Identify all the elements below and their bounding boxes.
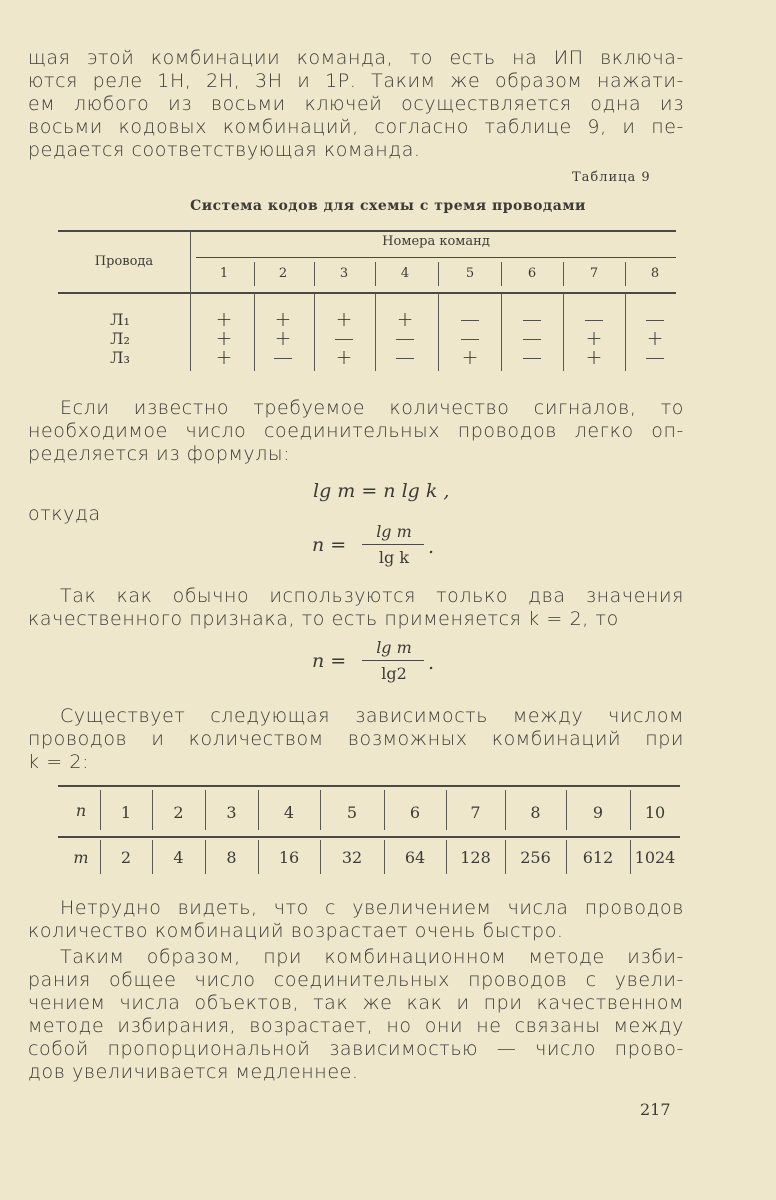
text-line: ем любого из восьми ключей осуществляется одна из [28,93,684,115]
wire-label: Л₃ [110,348,130,367]
text-line: Существует следующая зависимость между числом [60,705,684,727]
text-line: Таким образом, при комбинационном методе изби- [60,946,684,968]
command-number: 7 [589,266,599,281]
n-value: 7 [470,803,481,822]
m-value: 256 [520,848,551,867]
m-value: 32 [341,848,363,867]
f2-denominator: lg k [378,548,410,567]
command-number: 5 [465,266,475,281]
f3-lhs: n = [312,650,347,672]
wire-label: Л₂ [110,329,130,348]
n-value: 3 [226,803,237,822]
f3-fraction-bar [362,660,424,661]
m-value: 1024 [634,848,676,867]
n-value: 8 [530,803,541,822]
sign-cell: + [335,345,353,369]
sign-cell: — [460,307,480,331]
column-divider [563,262,564,286]
column-divider [438,262,439,286]
text-line: щая этой комбинации команда, то есть на ИП включа- [28,47,684,69]
group-header-commands: Номера команд [382,234,490,249]
sign-cell: — [460,326,480,350]
sign-cell: + [585,326,603,350]
f3-period: . [428,652,435,674]
column-divider [254,262,255,286]
sign-cell: + [274,326,292,350]
sign-cell: + [585,345,603,369]
sign-cell: + [461,345,479,369]
text-line: Если известно требуемое количество сигналов, то [60,397,684,419]
m-value: 8 [226,848,237,867]
otkuda-text: откуда [28,503,101,525]
text-line: дов увеличивается медленнее. [28,1061,359,1083]
sign-cell: + [215,326,233,350]
column-divider [314,262,315,286]
f2-fraction-bar [362,544,424,545]
text-line: методе избирания, возрастает, но они не связаны между [28,1015,684,1037]
table-title: Система кодов для схемы с тремя проводами [190,198,586,214]
command-number: 2 [278,266,288,281]
formula-1: lg m = n lg k , [313,480,450,502]
n-value: 10 [644,803,666,822]
n-value: 9 [592,803,604,822]
text-line: рания общее число соединительных проводов с увели- [28,969,684,991]
sign-cell: + [396,307,414,331]
m-value: 4 [173,848,184,867]
f2-lhs: n = [312,534,347,556]
command-number: 3 [339,266,349,281]
column-divider [501,262,502,286]
text-line: Нетрудно видеть, что с увеличением числа проводов [60,897,684,919]
sign-cell: — [522,307,542,331]
m-value: 64 [404,848,426,867]
sign-cell: — [334,326,354,350]
command-number: 6 [527,266,537,281]
n-value: 4 [283,803,295,822]
f2-numerator: lg m [376,522,412,541]
sign-cell: + [274,307,292,331]
column-divider [501,293,502,371]
sign-cell: — [522,345,542,369]
n-value: 6 [409,803,421,822]
sign-cell: — [645,345,665,369]
f3-numerator: lg m [376,638,412,657]
f3-denominator: lg2 [381,664,407,683]
n-label: n [75,801,87,820]
sign-cell: — [522,326,542,350]
f2-period: . [428,536,435,558]
text-line: восьми кодовых комбинаций, согласно таблице 9, и пе- [28,116,684,138]
text-line: k = 2: [28,751,90,773]
col-header-wires: Провода [94,254,154,269]
m-value: 2 [120,848,132,867]
m-label: m [73,848,89,867]
text-line: собой пропорциональной зависимостью — число прово- [28,1038,684,1060]
m-value: 128 [460,848,491,867]
m-value: 16 [278,848,300,867]
text-line: Так как обычно используются только два значения [60,585,684,607]
command-number: 8 [650,266,660,281]
sign-cell: — [584,307,604,331]
column-divider [254,293,255,371]
sign-cell: + [335,307,353,331]
sign-cell: + [215,307,233,331]
sign-cell: + [215,345,233,369]
sign-cell: — [645,307,665,331]
n-value: 1 [120,803,132,822]
command-number: 1 [219,266,229,281]
column-divider [563,293,564,371]
text-line: редается соответствующая команда. [28,139,421,161]
text-line: качественного признака, то есть применяется k = 2, то [28,608,619,630]
column-divider [375,293,376,371]
command-number: 4 [400,266,410,281]
text-line: количество комбинаций возрастает очень быстро. [28,920,564,942]
column-divider [438,293,439,371]
sign-cell: — [395,345,415,369]
text-line: ределяется из формулы: [28,443,291,465]
column-divider [375,262,376,286]
page-number: 217 [640,1100,671,1119]
sign-cell: + [646,326,664,350]
text-line: необходимое число соединительных проводов легко оп- [28,420,684,442]
table-label: Таблица 9 [572,170,651,185]
column-divider [314,293,315,371]
sign-cell: — [395,326,415,350]
column-divider [625,262,626,286]
text-line: чением числа объектов, так же как и при качественном [28,992,684,1014]
text-line: проводов и количеством возможных комбинаций при [28,728,684,750]
n-value: 2 [173,803,184,822]
n-value: 5 [346,803,358,822]
column-divider [625,293,626,371]
text-line: ются реле 1Н, 2Н, 3Н и 1Р. Таким же образом нажати- [28,70,684,92]
wire-label: Л₁ [110,310,130,329]
sign-cell: — [273,345,293,369]
m-value: 612 [582,848,614,867]
